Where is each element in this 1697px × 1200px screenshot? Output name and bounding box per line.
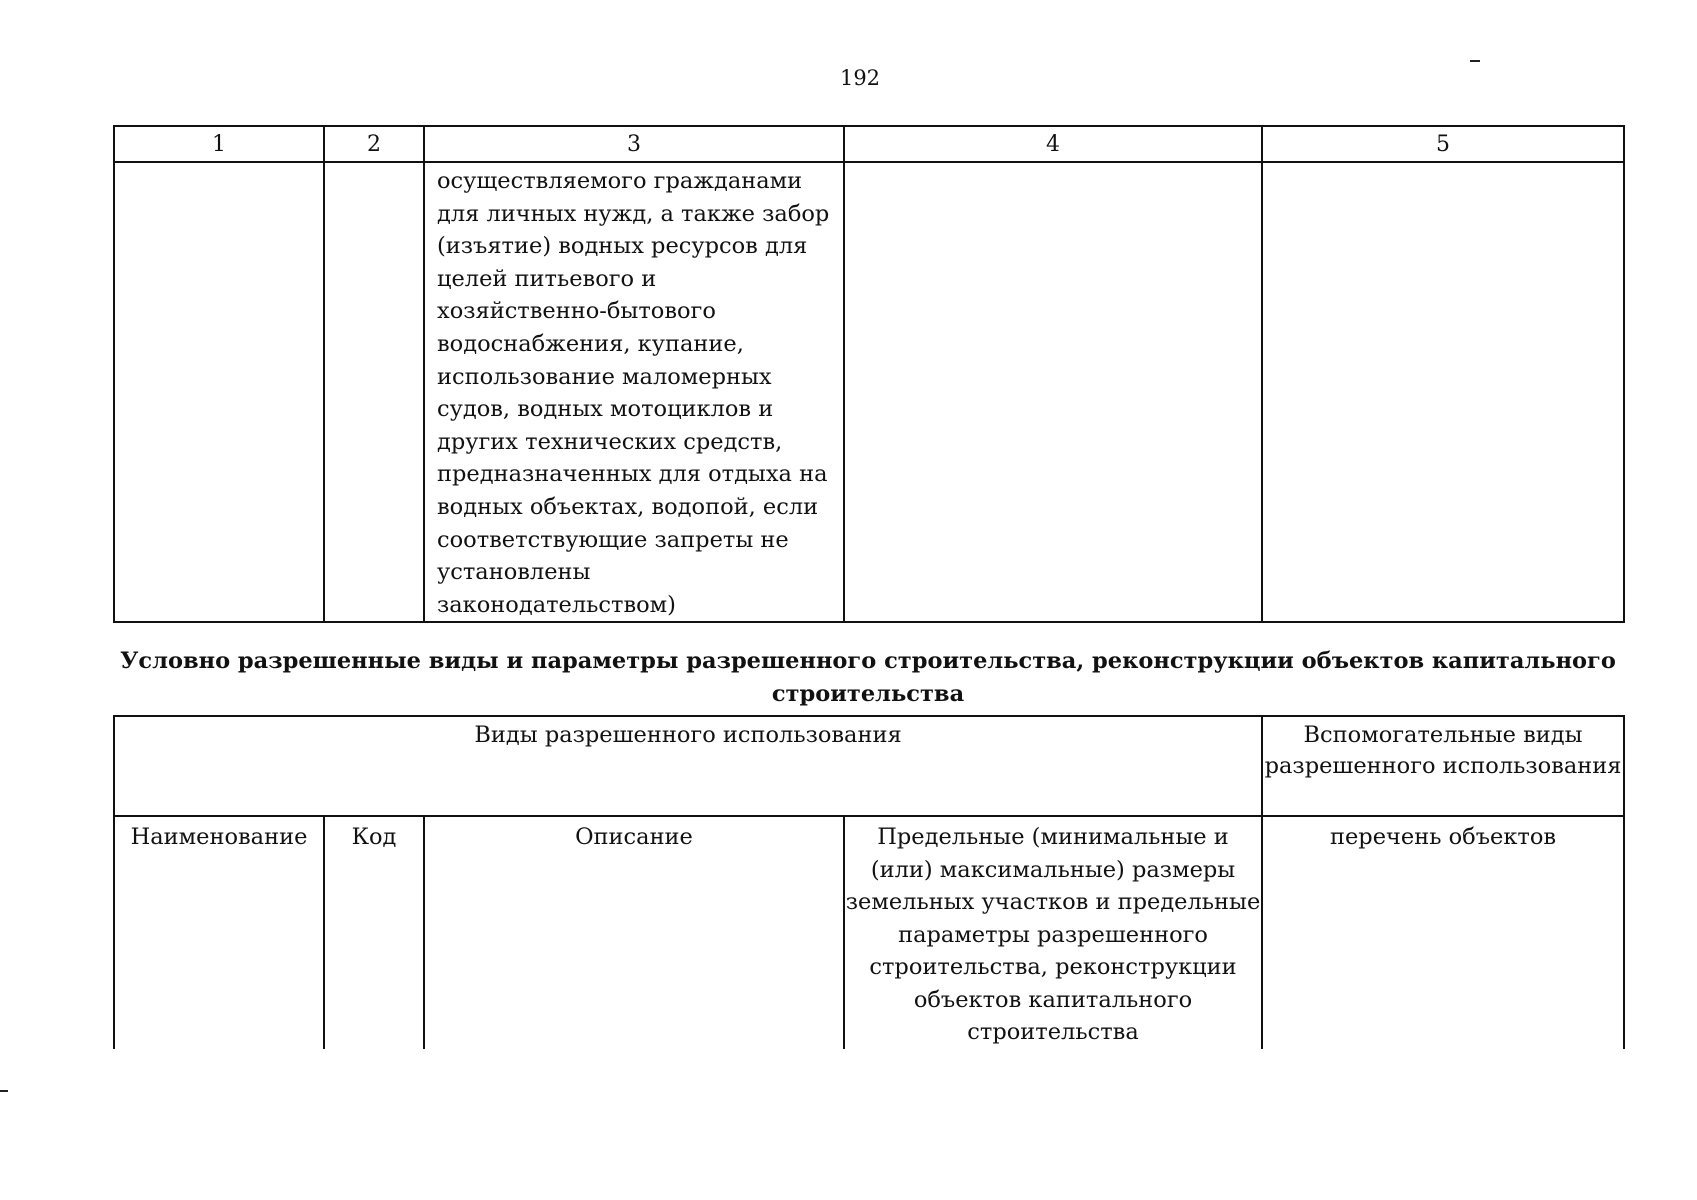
cell-name (114, 162, 324, 622)
conditional-use-table (113, 715, 1625, 1049)
header-limits: Предельные (минимальные и (или) максимальные) размеры земельных участков и предельные параметры разрешенного строительства, реконструкции объектов капитального строительства (844, 816, 1262, 1049)
column-number-2: 2 (324, 126, 424, 162)
cell-objects (1262, 162, 1624, 622)
description-text: осуществляемого гражданами для личных нужд, а также забор (изъятие) водных ресурсов для целей питьевого и хозяйственно-бытового водоснабжения, купание, использование маломерных судов, водных мотоциклов и других технических средств, предназначенных для отдыха на водных объектах, водопой, если соответствующие запреты не установлены законодательством) (437, 168, 830, 618)
header-name: Наименование (114, 816, 324, 1049)
column-number-1: 1 (114, 126, 324, 162)
header-code: Код (324, 816, 424, 1049)
column-header-row (114, 816, 1624, 1049)
section-heading: Условно разрешенные виды и параметры разрешенного строительства, реконструкции объектов капитального строительства (120, 648, 1616, 707)
cell-code (324, 162, 424, 622)
table-row (114, 162, 1624, 622)
scan-mark-top-right (1470, 60, 1480, 62)
header-description: Описание (424, 816, 844, 1049)
column-number-row (114, 126, 1624, 162)
header-objects: перечень объектов (1262, 816, 1624, 1049)
column-number-4: 4 (844, 126, 1262, 162)
cell-limits (844, 162, 1262, 622)
group-header-row (114, 716, 1624, 816)
scan-mark-left (0, 1090, 8, 1092)
header-auxiliary-uses: Вспомогательные виды разрешенного использования (1262, 716, 1624, 816)
column-number-3: 3 (424, 126, 844, 162)
continuation-table (113, 125, 1625, 623)
column-number-5: 5 (1262, 126, 1624, 162)
header-main-uses: Виды разрешенного использования (114, 716, 1262, 816)
page-number: 192 (839, 66, 881, 90)
cell-description (424, 162, 844, 622)
